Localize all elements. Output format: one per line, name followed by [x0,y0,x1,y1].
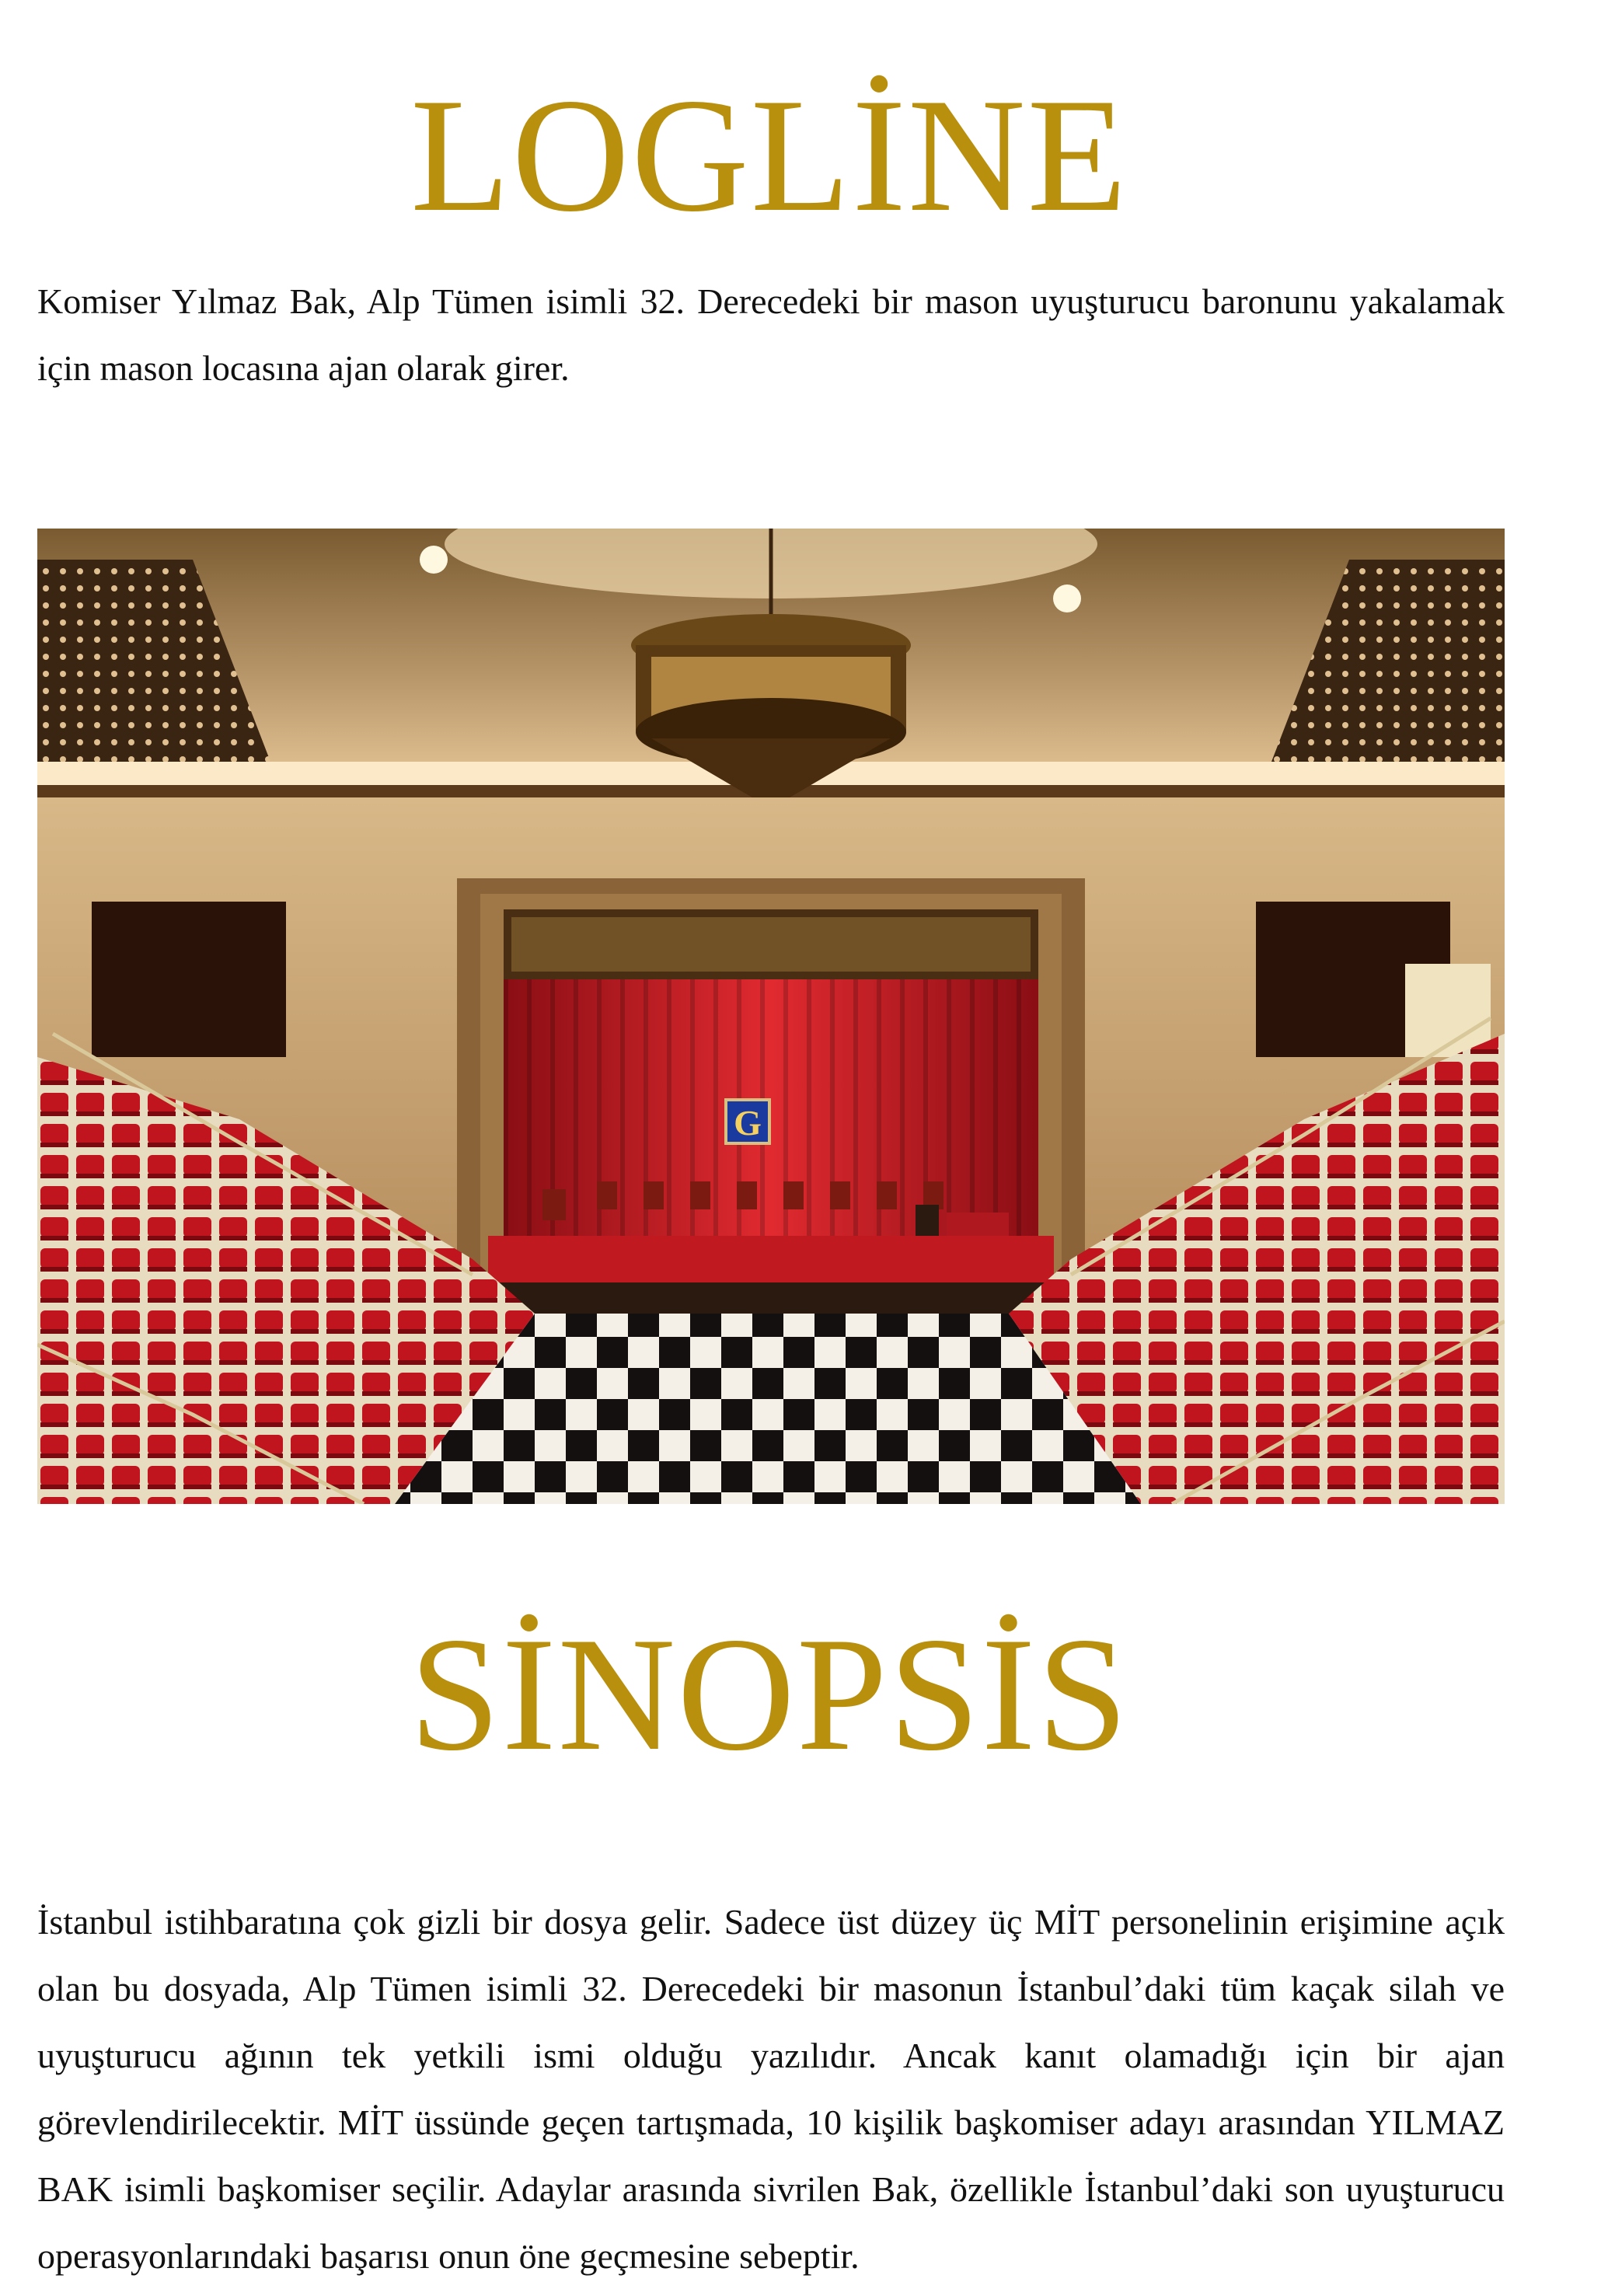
sinopsis-heading: SİNOPSİS [409,1604,1130,1785]
masonic-hall-photo [37,529,1505,1504]
sinopsis-text: İstanbul istihbaratına çok gizli bir dosya gelir. Sadece üst düzey üç MİT personelinin erişimine açık olan bu dosyada, Alp Tümen isimli 32. Derecedeki bir masonun İstanbul’daki tüm kaçak silah ve uyuşturucu ağının tek yetkili ismi olduğu yazılıdır. Ancak kanıt olamadığı için bir ajan görevlendirilecektir. MİT üssünde geçen tartışmada, 10 kişilik başkomiser adayı arasından YILMAZ BAK isimli başkomiser seçilir. Adaylar arasında sivrilen Bak, özellikle İstanbul’daki son uyuşturucu operasyonlarındaki başarısı onun öne geçmesine sebeptir. [37,1902,1505,2276]
logline-text: Komiser Yılmaz Bak, Alp Tümen isimli 32. Derecedeki bir mason uyuşturucu baronunu yakalamak için mason locasına ajan olarak girer. [37,281,1505,388]
logline-heading: LOGLİNE [410,65,1128,246]
stage-letter-g: G [734,1103,762,1143]
